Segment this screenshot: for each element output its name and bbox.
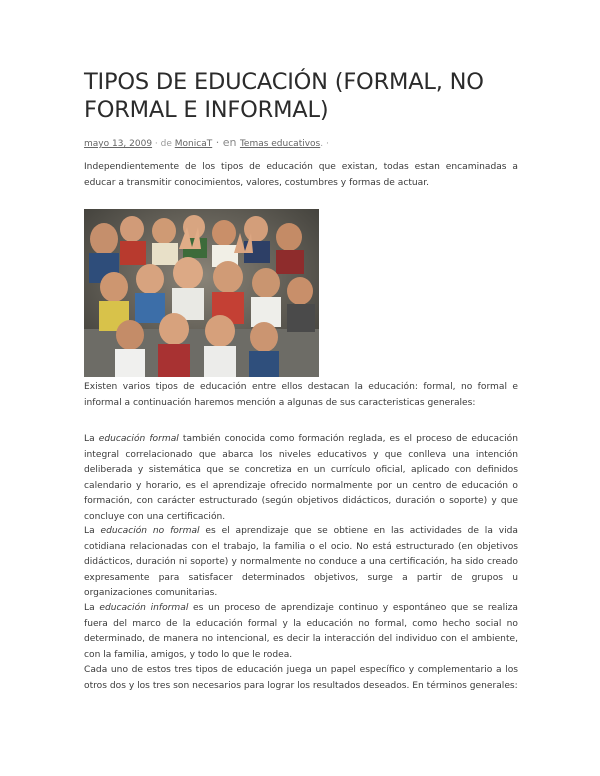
meta-separator-in: · en — [212, 136, 240, 149]
no-formal-text: es el aprendizaje que se obtiene en las actividades de la vida cotidiana relacionadas con el trabajo, la familia o el ocio. No está estructurado (en objetivos didácticos, duración ni soporte) y normalmente no conduce a una certificación, ha sido creado expresamente para satisfacer determinados objetivos, surge a partir de grupos u organizaciones comunitarias. — [84, 526, 518, 599]
intro-paragraph: Independientemente de los tipos de educación que existan, todas estan encaminadas a educar a transmitir conocimientos, valores, costumbres y formas de actuar. — [84, 162, 518, 188]
no-formal-lead: La — [84, 526, 101, 536]
formal-paragraph — [84, 432, 518, 526]
formal-text: también conocida como formación reglada, es el proceso de educación integral correlacionado que abarca los niveles educativos y que conlleva una intención deliberada y sistemática que se concretiza en un currículo oficial, aplicado con definidos calendario y horario, es el aprendizaje ofrecido normalmente por un centro de educación o formación, con carácter estructurado (según objetivos didácticos, duración o soporte) y que concluye con una certificación. — [84, 434, 518, 522]
children-photo-illustration — [84, 209, 319, 377]
post-meta — [84, 136, 329, 149]
closing-paragraph: Cada uno de estos tres tipos de educación juega un papel específico y complementario a los otros dos y los tres son necesarios para lograr los resultados deseados. En términos generales: — [84, 665, 518, 691]
meta-trail: . · — [320, 139, 329, 149]
informal-text: es un proceso de aprendizaje continuo y espontáneo que se realiza fuera del marco de la educación formal y la educación no formal, como hecho social no determinado, de manera no intencional, es decir la interacción del individuo con el ambiente, con la familia, amigos, y todo lo que le rodea. — [84, 603, 518, 660]
informal-term: educación informal — [99, 603, 189, 613]
author-link[interactable]: MonicaT — [174, 139, 213, 149]
informal-paragraph — [84, 601, 518, 663]
after-photo-paragraph: Existen varios tipos de educación entre ellos destacan la educación: formal, no formal e informal a continuación haremos mención a algunas de sus caracteristicas generales: — [84, 382, 518, 408]
formal-term: educación formal — [98, 434, 179, 444]
post-date-link[interactable]: mayo 13, 2009 — [84, 139, 153, 149]
children-group-photo — [84, 209, 319, 377]
informal-lead: La — [84, 603, 100, 613]
meta-separator-by: · de — [152, 139, 175, 149]
formal-lead: La — [84, 434, 99, 444]
category-link[interactable]: Temas educativos — [239, 139, 321, 149]
no-formal-paragraph — [84, 524, 518, 602]
article-title: TIPOS DE EDUCACIÓN (FORMAL, NO FORMAL E INFORMAL) — [84, 69, 484, 123]
no-formal-term: educación no formal — [100, 526, 200, 536]
